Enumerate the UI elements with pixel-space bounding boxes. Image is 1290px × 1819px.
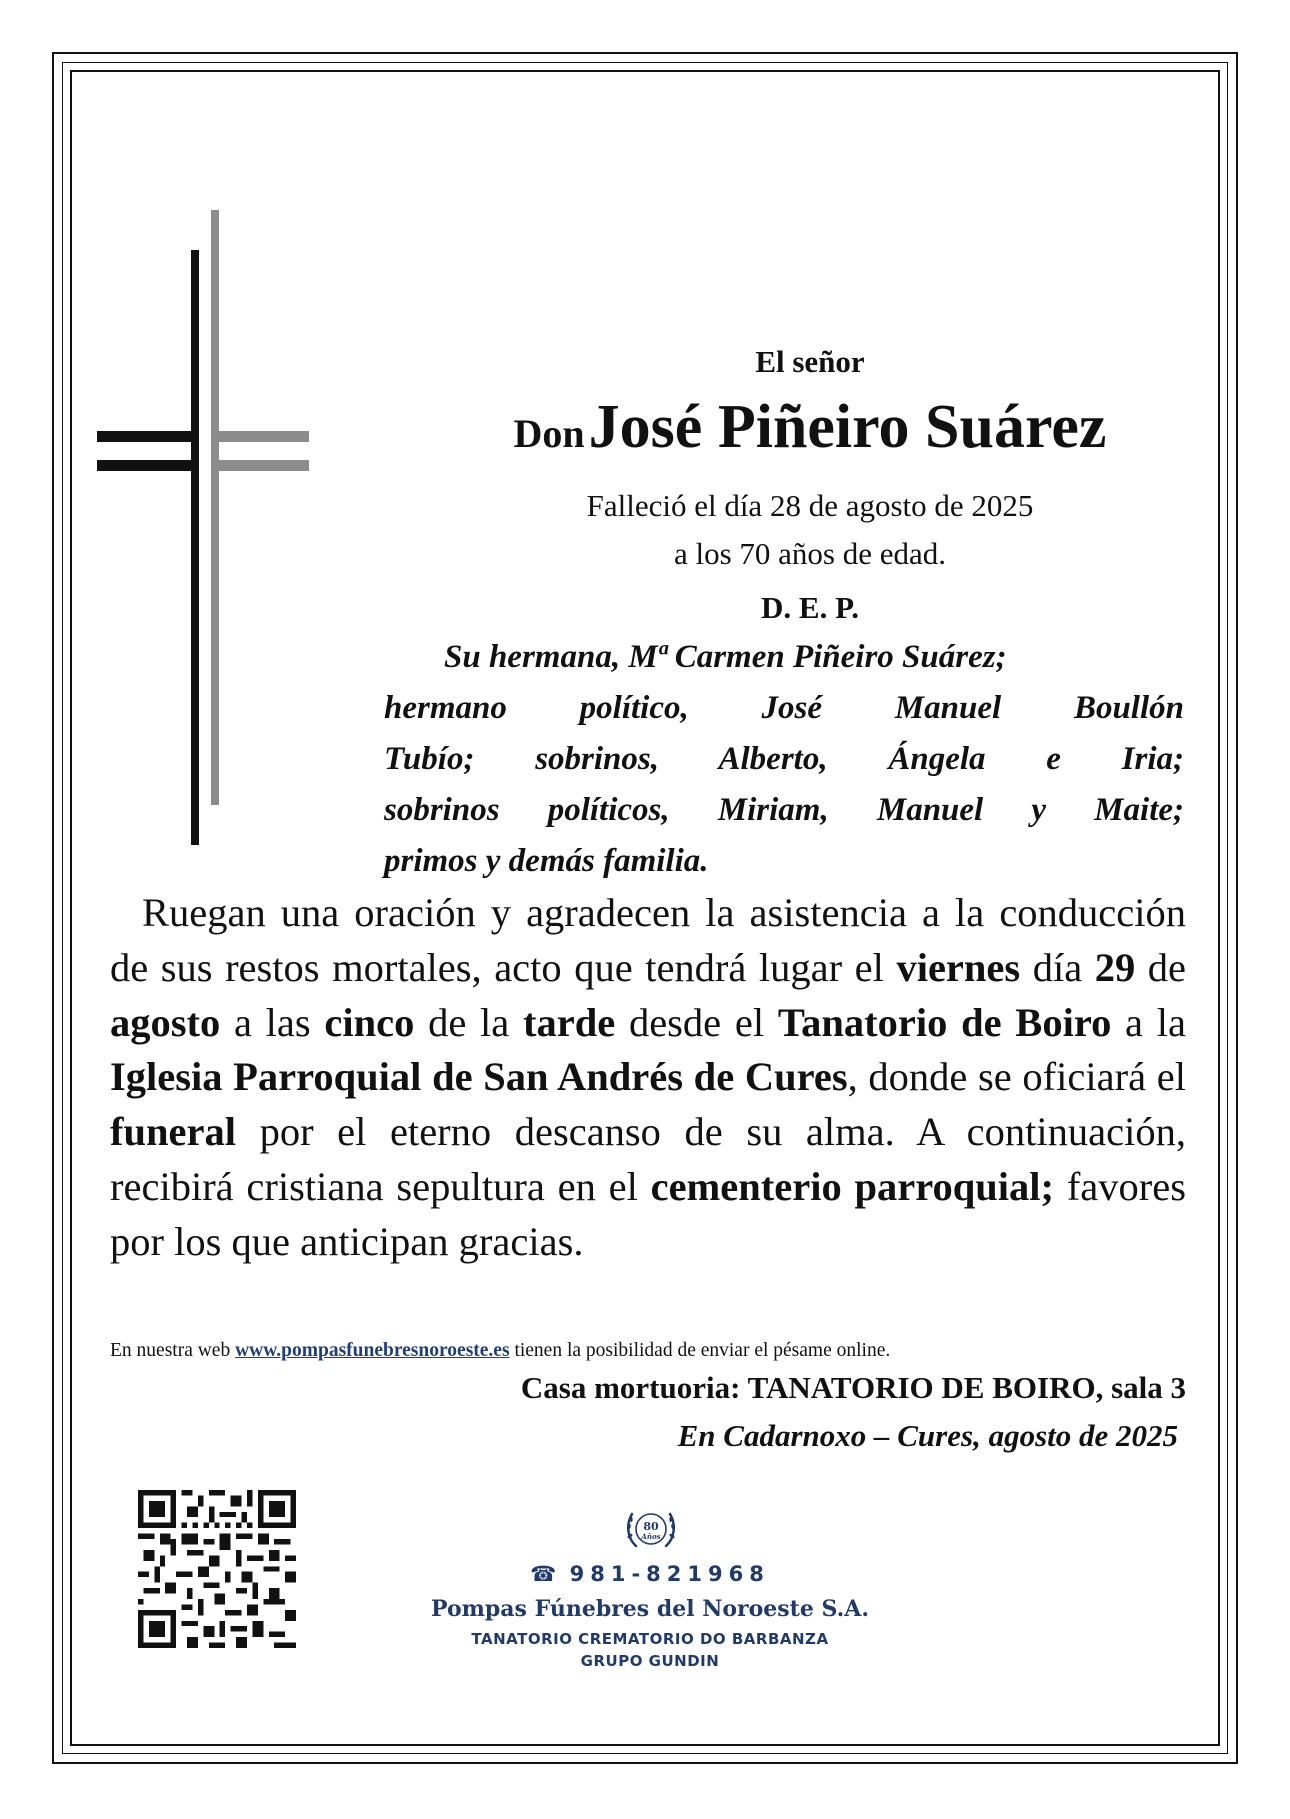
body-text: a la: [1111, 999, 1186, 1045]
honorific: Don: [513, 411, 585, 456]
phone-line: [400, 1562, 900, 1586]
cross-icon: [90, 205, 320, 855]
website-link[interactable]: www.pompasfunebresnoroeste.es: [235, 1340, 510, 1361]
place-date: En Cadarnoxo – Cures, agosto de 2025: [677, 1418, 1178, 1453]
deceased-name: [380, 392, 1240, 463]
dep-text: D. E. P.: [761, 590, 859, 625]
body-bold: cementerio parroquial;: [650, 1163, 1055, 1209]
tanatorio-name: TANATORIO CREMATORIO DO BARBANZA: [471, 1630, 829, 1648]
phone-number: 981-821968: [569, 1562, 770, 1586]
web-note: [110, 1340, 1190, 1362]
badge-number: 80: [643, 1520, 659, 1533]
body-bold: 29: [1094, 944, 1136, 990]
body-text: día: [1020, 944, 1095, 990]
body-text: por el eterno descanso de su alma. A continuación, recibirá cristiana sepultura en el: [110, 1109, 1186, 1209]
body-bold: Iglesia Parroquial de San Andrés de Cures: [110, 1054, 848, 1100]
body-text: a las: [220, 999, 325, 1045]
death-date-line: Falleció el día 28 de agosto de 2025: [586, 488, 1034, 523]
qr-code[interactable]: [138, 1490, 296, 1648]
body-bold: tarde: [523, 999, 616, 1045]
intro-text: El señor: [755, 344, 865, 379]
anniversary-badge-icon: [622, 1500, 680, 1558]
family-line: primos y demás familia.: [384, 843, 709, 879]
body-bold: agosto: [110, 999, 221, 1045]
body-text: de: [1135, 944, 1186, 990]
body-text: de la: [414, 999, 523, 1045]
body-bold: funeral: [110, 1109, 236, 1155]
badge-word: Años: [641, 1532, 661, 1541]
family-line: sobrinos políticos, Miriam, Manuel y Maite;: [384, 792, 1184, 828]
family-line: hermano político, José Manuel Boullón: [384, 690, 1184, 726]
body-text: , donde se oficiará el: [847, 1054, 1186, 1100]
body-bold: Tanatorio de Boiro: [777, 999, 1112, 1045]
company-name: Pompas Fúnebres del Noroeste S.A.: [431, 1596, 869, 1622]
body-text: favores por los que anticipan gracias.: [110, 1163, 1187, 1264]
casa-mortuoria: Casa mortuoria: TANATORIO DE BOIRO, sala 3: [520, 1370, 1186, 1405]
body-bold: cinco: [324, 999, 415, 1045]
age-line: a los 70 años de edad.: [673, 536, 947, 571]
phone-icon: ☎: [530, 1562, 557, 1586]
full-name: José Piñeiro Suárez: [588, 393, 1107, 461]
ceremony-paragraph: [110, 886, 1186, 1270]
family-line: Su hermana, Mª Carmen Piñeiro Suárez;: [444, 639, 1007, 675]
group-name: GRUPO GUNDIN: [580, 1652, 720, 1670]
web-prefix: En nuestra web: [110, 1340, 236, 1361]
web-suffix: tienen la posibilidad de enviar el pésame online.: [509, 1340, 891, 1361]
body-bold: viernes: [896, 944, 1021, 990]
family-list: [384, 632, 1184, 887]
family-line: Tubío; sobrinos, Alberto, Ángela e Iria;: [384, 741, 1184, 777]
body-text: desde el: [615, 999, 778, 1045]
body-text: Ruegan una oración y agradecen la asistencia a la conducción de sus restos mortales, acto que tendrá lugar el: [110, 890, 1186, 990]
